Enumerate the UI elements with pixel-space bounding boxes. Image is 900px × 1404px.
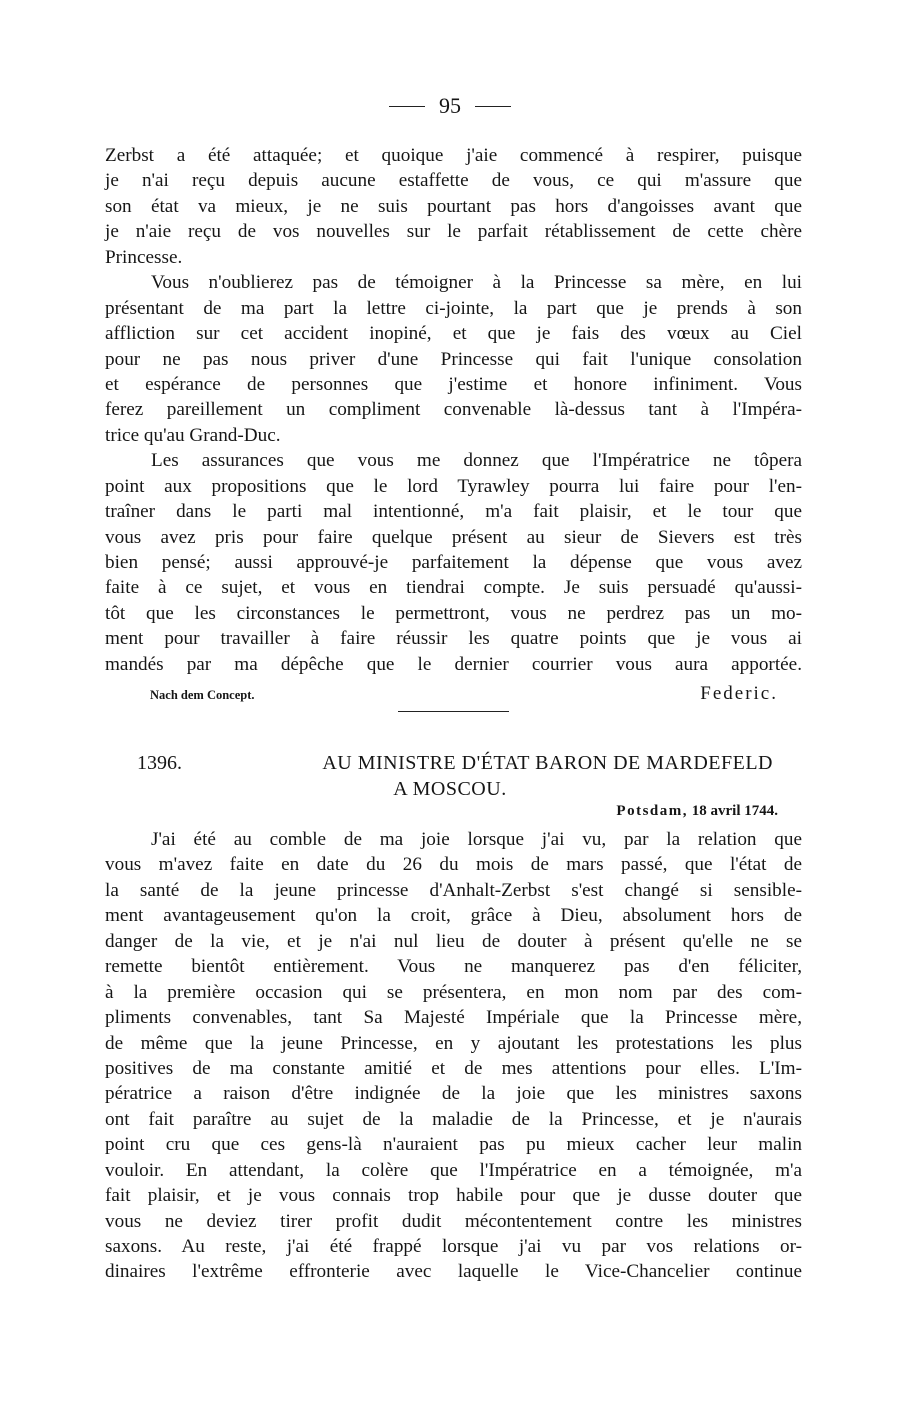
text-line: son état va mieux, je ne suis pourtant pas hors d'angoisses avant que — [105, 195, 802, 217]
letter-1-closing — [150, 683, 778, 709]
text-line: pour ne pas nous priver d'une Princesse qui fait l'unique consolation — [105, 348, 802, 370]
text-line: à la première occasion qui se présentera, en mon nom par des com- — [105, 981, 802, 1003]
text-line: vouloir. En attendant, la colère que l'Impératrice en a témoignée, m'a — [105, 1159, 802, 1181]
page-header — [0, 93, 900, 119]
text-line: danger de la vie, et je n'ai nul lieu de douter à présent qu'elle ne se — [105, 930, 802, 952]
page-number: 95 — [439, 93, 461, 118]
text-line: la santé de la jeune princesse d'Anhalt-Zerbst s'est changé si sensible- — [105, 879, 802, 901]
text-line: je n'aie reçu de vos nouvelles sur le parfait rétablissement de cette chère — [105, 221, 802, 243]
text-line: vous m'avez faite en date du 26 du mois de mars passé, que l'état de — [105, 854, 802, 876]
text-line: ont fait paraître au sujet de la maladie de la Princesse, et je n'aurais — [105, 1108, 802, 1130]
text-line: vous ne deviez tirer profit dudit mécontentement contre les ministres — [105, 1210, 802, 1232]
text-line: ment pour travailler à faire réussir les quatre points que je vous ai — [105, 628, 802, 650]
text-line: affliction sur cet accident inopiné, et que je fais des vœux au Ciel — [105, 323, 802, 345]
text-line: Vous n'oublierez pas de témoigner à la Princesse sa mère, en lui — [151, 272, 802, 294]
header-rule-left — [389, 106, 425, 107]
text-line: point cru que ces gens-là n'auraient pas pu mieux cacher leur malin — [105, 1134, 802, 1156]
text-line: je n'ai reçu depuis aucune estaffette de vous, ce qui m'assure que — [105, 170, 802, 192]
dateline-place: Potsdam, — [616, 803, 688, 819]
letter-title-destination: A MOSCOU. — [393, 778, 507, 800]
text-line: présentant de ma part la lettre ci-jointe, la part que je prends à son — [105, 297, 802, 319]
text-line: mandés par ma dépêche que le dernier courrier vous aura apportée. — [105, 653, 802, 675]
dateline-date: 18 avril 1744. — [691, 803, 778, 819]
text-line: remette bientôt entièrement. Vous ne manquerez pas d'en féliciter, — [105, 956, 802, 978]
text-line: pliments convenables, tant Sa Majesté Impériale que la Princesse mère, — [105, 1007, 802, 1029]
text-line: J'ai été au comble de ma joie lorsque j'ai vu, par la relation que — [151, 829, 802, 850]
text-line: pératrice a raison d'être indignée de la joie que les ministres saxons — [105, 1083, 802, 1105]
letter-number: 1396. — [137, 752, 182, 774]
text-line: trice qu'au Grand-Duc. — [105, 424, 281, 446]
text-line: ferez pareillement un compliment convenable là-dessus tant à l'Impéra- — [105, 399, 802, 421]
text-line: traîner dans le parti mal intentionné, m'a fait plaisir, et le tour que — [105, 501, 802, 523]
text-line: Zerbst a été attaquée; et quoique j'aie commencé à respirer, puisque — [105, 145, 802, 166]
section-divider — [398, 711, 509, 712]
text-line: dinaires l'extrême effronterie avec laquelle le Vice-Chancelier continue — [105, 1261, 802, 1283]
source-note: Nach dem Concept. — [150, 688, 255, 702]
letter-title: AU MINISTRE D'ÉTAT BARON DE MARDEFELD — [322, 752, 773, 774]
text-line: point aux propositions que le lord Tyrawley pourra lui faire pour l'en- — [105, 475, 802, 497]
text-line: de même que la jeune Princesse, en y ajoutant les protestations les plus — [105, 1032, 802, 1054]
text-line: Les assurances que vous me donnez que l'Impératrice ne tôpera — [151, 450, 802, 472]
text-line: fait plaisir, et je vous connais trop habile pour que je dusse douter que — [105, 1185, 802, 1207]
header-rule-right — [475, 106, 511, 107]
text-line: tôt que les circonstances le permettront, vous ne perdrez pas un mo- — [105, 602, 802, 624]
text-line: bien pensé; aussi approuvé-je parfaitement la dépense que vous avez — [105, 552, 802, 573]
dateline — [616, 803, 778, 820]
text-line: faite à ce sujet, et vous en tiendrai compte. Je suis persuadé qu'aussi- — [105, 577, 802, 599]
text-line: vous avez pris pour faire quelque présent au sieur de Sievers est très — [105, 526, 802, 548]
text-line: positives de ma constante amitié et de mes attentions pour elles. L'Im- — [105, 1057, 802, 1079]
text-line: ment avantageusement qu'on la croit, grâce à Dieu, absolument hors de — [105, 905, 802, 927]
signature: Federic. — [700, 683, 778, 704]
letter-1-body — [105, 143, 802, 677]
text-line: et espérance de personnes que j'estime et honore infiniment. Vous — [105, 373, 802, 395]
letter-2-body — [105, 827, 802, 1285]
text-line: saxons. Au reste, j'ai été frappé lorsque j'ai vu par vos relations or- — [105, 1236, 802, 1257]
text-line: Princesse. — [105, 246, 183, 268]
